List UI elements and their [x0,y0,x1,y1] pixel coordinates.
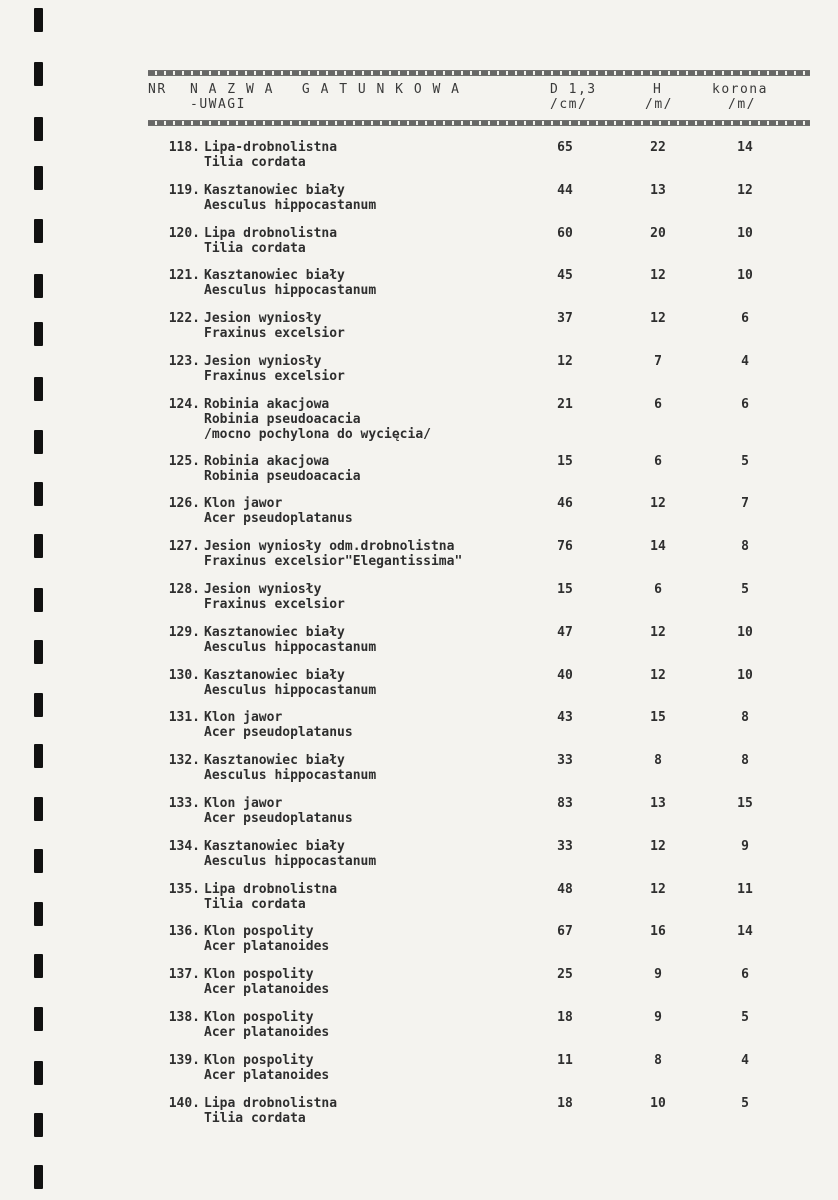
diameter-value: 11 [557,1052,573,1068]
crown-value: 7 [741,496,749,512]
table-row [0,311,838,353]
crown-value: 15 [737,796,753,811]
species-name: Klon jawor [204,710,283,726]
height-value: 12 [650,881,666,897]
crown-value: 5 [741,453,749,469]
table-row [0,354,838,396]
row-number: 125. [168,453,200,469]
table-row [0,454,838,496]
header-height-unit: /m/ [645,97,673,112]
crown-value: 5 [741,1010,749,1025]
species-latin: Acer platanoides [204,1025,330,1040]
diameter-value: 60 [557,225,573,241]
species-name: Klon pospolity [204,1052,314,1068]
species-latin: Aesculus hippocastanum [204,853,377,869]
header-name: N A Z W A G A T U N K O W A [190,82,461,97]
species-name: Klon pospolity [204,967,314,983]
height-value: 15 [650,710,666,726]
crown-value: 10 [737,624,753,640]
height-value: 6 [654,396,662,412]
table-row [0,625,838,667]
species-name: Klon jawor [204,496,283,512]
table-row [0,967,838,1009]
height-value: 13 [650,182,666,198]
table-row [0,924,838,966]
table-row [0,796,838,838]
row-number: 140. [168,1095,200,1111]
header-diameter-unit: /cm/ [550,97,588,112]
header-crown: korona [712,82,768,97]
table-row [0,183,838,225]
species-name: Robinia akacjowa [204,453,330,469]
species-latin: Aesculus hippocastanum [204,283,377,299]
row-number: 126. [168,496,200,512]
species-latin: Acer platanoides [204,1067,330,1083]
crown-value: 12 [737,182,753,198]
header-remarks: -UWAGI [190,97,246,112]
diameter-value: 33 [557,753,573,769]
species-latin: Robinia pseudoacacia [204,468,361,484]
diameter-value: 12 [557,354,573,369]
table-row [0,1010,838,1052]
species-name: Kasztanowiec biały [204,624,345,640]
row-number: 123. [168,354,200,369]
diameter-value: 25 [557,967,573,983]
header-diameter: D 1,3 [550,82,597,97]
species-name: Lipa drobnolistna [204,881,338,897]
diameter-value: 45 [557,268,573,284]
crown-value: 9 [741,838,749,854]
height-value: 8 [654,1052,662,1068]
species-name: Kasztanowiec biały [204,753,345,769]
height-value: 9 [654,967,662,983]
species-latin: Tilia cordata [204,1110,306,1126]
table-row [0,882,838,924]
species-latin: Fraxinus excelsior"Elegantissima" [204,554,463,570]
height-value: 22 [650,140,666,155]
row-number: 120. [168,225,200,241]
row-number: 118. [168,140,200,155]
height-value: 9 [654,1010,662,1025]
height-value: 14 [650,539,666,555]
diameter-value: 48 [557,881,573,897]
height-value: 12 [650,838,666,854]
diameter-value: 44 [557,182,573,198]
species-latin: Aesculus hippocastanum [204,768,377,784]
crown-value: 14 [737,924,753,940]
crown-value: 8 [741,753,749,769]
species-name: Jesion wyniosły odm.drobnolistna [204,539,455,555]
crown-value: 10 [737,667,753,683]
species-name: Lipa drobnolistna [204,225,338,241]
diameter-value: 65 [557,140,573,155]
height-value: 16 [650,924,666,940]
diameter-value: 15 [557,582,573,597]
diameter-value: 15 [557,453,573,469]
table-row [0,140,838,182]
table-row [0,839,838,881]
diameter-value: 47 [557,624,573,640]
species-name: Klon jawor [204,796,283,811]
crown-value: 4 [741,354,749,369]
crown-value: 6 [741,311,749,327]
row-number: 128. [168,582,200,597]
height-value: 6 [654,582,662,597]
row-number: 129. [168,624,200,640]
species-name: Kasztanowiec biały [204,182,345,198]
table-row [0,396,838,442]
table-row [0,753,838,795]
species-name: Kasztanowiec biały [204,667,345,683]
header-bottom-rule [148,120,810,126]
row-number: 131. [168,710,200,726]
row-number: 138. [168,1010,200,1025]
crown-value: 8 [741,710,749,726]
row-number: 130. [168,667,200,683]
crown-value: 14 [737,140,753,155]
row-number: 134. [168,838,200,854]
row-number: 139. [168,1052,200,1068]
crown-value: 11 [737,881,753,897]
row-remark: /mocno pochylona do wycięcia/ [204,426,431,442]
species-latin: Fraxinus excelsior [204,369,345,384]
table-row [0,1053,838,1095]
row-number: 132. [168,753,200,769]
height-value: 12 [650,268,666,284]
species-name: Lipa drobnolistna [204,1095,338,1111]
diameter-value: 83 [557,796,573,811]
height-value: 12 [650,311,666,327]
height-value: 12 [650,624,666,640]
table-row [0,226,838,268]
crown-value: 10 [737,268,753,284]
row-number: 124. [168,396,200,412]
row-number: 133. [168,796,200,811]
diameter-value: 18 [557,1095,573,1111]
crown-value: 6 [741,967,749,983]
binder-mark [34,1165,43,1189]
row-number: 135. [168,881,200,897]
table-row [0,496,838,538]
header-top-rule [148,70,810,76]
row-number: 127. [168,539,200,555]
species-name: Jesion wyniosły [204,354,322,369]
species-name: Jesion wyniosły [204,582,322,597]
diameter-value: 37 [557,311,573,327]
binder-mark [34,8,43,32]
species-name: Lipa-drobnolistna [204,140,338,155]
table-row [0,668,838,710]
species-latin: Tilia cordata [204,155,306,170]
height-value: 13 [650,796,666,811]
table-row [0,710,838,752]
diameter-value: 67 [557,924,573,940]
species-name: Kasztanowiec biały [204,838,345,854]
crown-value: 5 [741,1095,749,1111]
height-value: 12 [650,667,666,683]
crown-value: 10 [737,225,753,241]
species-name: Klon pospolity [204,924,314,940]
species-latin: Acer pseudoplatanus [204,511,353,527]
height-value: 7 [654,354,662,369]
species-name: Jesion wyniosły [204,311,322,327]
binder-mark [34,62,43,86]
species-latin: Aesculus hippocastanum [204,639,377,655]
header-height: H [653,82,663,97]
diameter-value: 46 [557,496,573,512]
diameter-value: 40 [557,667,573,683]
species-latin: Robinia pseudoacacia [204,411,361,427]
crown-value: 4 [741,1052,749,1068]
species-latin: Acer pseudoplatanus [204,725,353,741]
species-latin: Acer platanoides [204,939,330,955]
species-name: Klon pospolity [204,1010,314,1025]
height-value: 6 [654,453,662,469]
species-latin: Fraxinus excelsior [204,597,345,612]
table-row [0,582,838,624]
header-crown-unit: /m/ [728,97,756,112]
species-latin: Acer pseudoplatanus [204,811,353,826]
header-nr: NR [148,82,167,97]
height-value: 20 [650,225,666,241]
table-row [0,1096,838,1138]
height-value: 8 [654,753,662,769]
table-row [0,539,838,581]
row-number: 136. [168,924,200,940]
binder-mark [34,117,43,141]
height-value: 10 [650,1095,666,1111]
species-latin: Acer platanoides [204,982,330,998]
species-latin: Aesculus hippocastanum [204,197,377,213]
height-value: 12 [650,496,666,512]
diameter-value: 18 [557,1010,573,1025]
crown-value: 5 [741,582,749,597]
diameter-value: 76 [557,539,573,555]
crown-value: 6 [741,396,749,412]
row-number: 121. [168,268,200,284]
table-row [0,268,838,310]
diameter-value: 21 [557,396,573,412]
species-name: Kasztanowiec biały [204,268,345,284]
species-latin: Fraxinus excelsior [204,326,345,342]
row-number: 137. [168,967,200,983]
species-name: Robinia akacjowa [204,396,330,412]
species-latin: Tilia cordata [204,240,306,256]
species-latin: Aesculus hippocastanum [204,682,377,698]
diameter-value: 43 [557,710,573,726]
crown-value: 8 [741,539,749,555]
species-latin: Tilia cordata [204,896,306,912]
row-number: 119. [168,182,200,198]
diameter-value: 33 [557,838,573,854]
row-number: 122. [168,311,200,327]
